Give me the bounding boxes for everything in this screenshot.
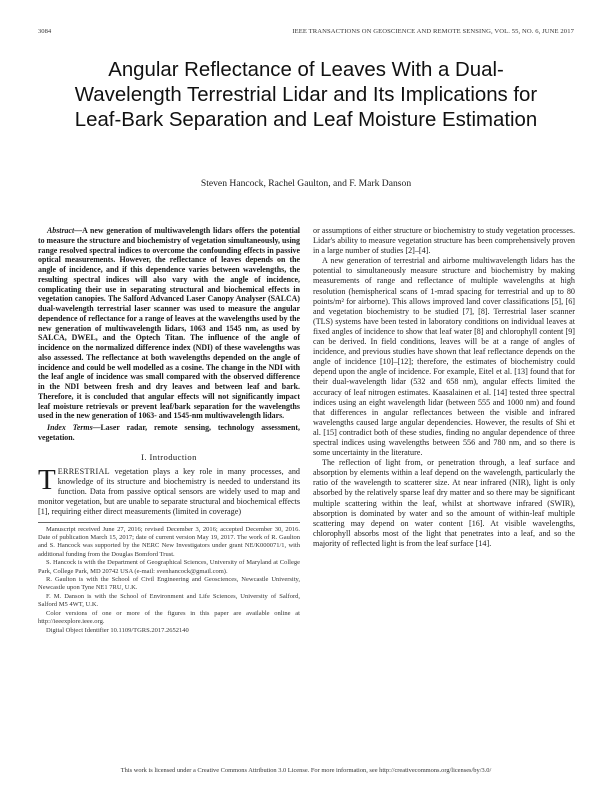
body-paragraph: The reflection of light from, or penetration through, a leaf surface and absorption by elements within a leaf depend on the wavelength, particularly the ratio of the wavelength to scatterer size. At near infrared (NIR), light is only absorbed by the relatively sparse leaf dry matter and so there may be significant multiple scattering within the leaf, whilst at shortwave infrared (SWIR), absorption is dominated by water and so the amount of within-leaf multiple scattering may depend on water content [16]. At visible wavelengths, chlorophyll absorbs most of the light that penetrates into a leaf, and so the majority of reflected light is from the leaf surface [14].	[313, 458, 575, 548]
footnote-author-danson: F. M. Danson is with the School of Environment and Life Sciences, University of Salford, Salford M5 4WT, U.K.	[38, 593, 300, 609]
body-paragraph: A new generation of terrestrial and airborne multiwavelength lidars has the potential to simultaneously measure structure and biochemistry by making measurements of range and reflectance of multiple wavelengths at high resolution (hemispherical scans of 1-mrad spacing for terrestrial and up to 80 points/m² for airborne). This allows improved land cover classifications [5], [6] and vegetation biochemistry to be studied [7], [8]. Terrestrial laser scanner (TLS) systems have been tested in laboratory conditions on individual leaves at fixed angles of incidence to show that leaf water [8] and chlorophyll content [9] can be derived. In field conditions, leaves will be at a range of angles of incidence, and previous studies have shown that leaf reflectance depends on the angle of incidence [10]–[12]; therefore, the estimates of biochemistry could depend upon the angle of incidence. For example, Eitel et al. [13] found that for their dual-wavelength lidar (532 and 658 nm), angular effects limited the accuracy of leaf nitrogen estimates. Kaasalainen et al. [14] tested three spectral indices using an eight wavelength lidar (between 555 and 1000 nm) and found that differences in angular reflectances between the visible and infrared wavelengths caused large angular dependencies. However, the results of Shi et al. [15] contradict both of these studies, finding no angular dependence of three spectral indices using wavelengths between 556 and 780 nm, and so there is some uncertainty in the literature.	[313, 256, 575, 458]
footnote-doi: Digital Object Identifier 10.1109/TGRS.2017.2652140	[46, 627, 189, 634]
abstract-label: Abstract	[47, 226, 75, 235]
footnotes	[38, 522, 300, 635]
page-number: 3084	[38, 28, 52, 35]
paper-title: Angular Reflectance of Leaves With a Dual-Wavelength Terrestrial Lidar and Its Implications for Leaf-Bark Separation and Leaf Moisture Estimation	[74, 59, 538, 131]
intro-first-word: ERRESTRIAL	[57, 466, 110, 476]
intro-text: vegetation plays a key role in many processes, and knowledge of its structure and biochemistry is needed to understand its function. Data from passive optical sensors are widely used to map and monitor vegetation, but are unable to separate structural and biochemical effects [1], requiring either direct measurements (limited in coverage)	[38, 466, 300, 516]
index-terms	[38, 423, 300, 443]
journal-name: IEEE TRANSACTIONS ON GEOSCIENCE AND REMOTE SENSING, VOL. 55, NO. 6, JUNE 2017	[292, 28, 574, 35]
footnote-color-versions: Color versions of one or more of the figures in this paper are available online at http://ieeexplore.ieee.org.	[38, 610, 300, 626]
index-terms-label: Index Terms	[47, 423, 93, 432]
intro-paragraph	[38, 463, 300, 517]
license-notice: This work is licensed under a Creative Commons Attribution 3.0 License. For more information, see http://creativecommons.org/licenses/by/3.0/	[120, 767, 492, 774]
left-column	[38, 226, 300, 636]
drop-cap: T	[38, 463, 56, 496]
author-list: Steven Hancock, Rachel Gaulton, and F. Mark Danson	[200, 178, 412, 189]
section-heading: I. Introduction	[141, 451, 197, 462]
footnote-author-hancock: S. Hancock is with the Department of Geographical Sciences, University of Maryland at College Park, College Park, MD 20742 USA (e-mail: svenhancock@gmail.com).	[38, 559, 300, 575]
abstract-text: —A new generation of multiwavelength lidars offers the potential to measure the structure and biochemistry of vegetation simultaneously, using range resolved spectral indices to overcome the confounding effects in passive optical measurements. However, the reflectance of leaves depends on the angle of incidence, and if this dependence varies between wavelengths, the resulting spectral indices will also vary with the angle of incidence, complicating their use in separating structural and biochemical effects in vegetation canopies. The Salford Advanced Laser Canopy Analyser (SALCA) dual-wavelength terrestrial laser scanner was used to measure the angular dependence of reflectance for a range of leaves at the wavelengths used by the new generation of multiwavelength lidars, 1063 and 1545 nm, as used by SALCA, DWEL, and the Optech Titan. The influence of the angle of incidence on the normalized difference index (NDI) of these wavelengths was also assessed. The reflectance at both wavelengths depended on the angle of incidence and could be well modelled as a cosine. The change in the NDI with the leaf angle of incidence was small compared with the observed difference in the NDI between fresh and dry leaves and between leaf and bark. Therefore, it is concluded that angular effects will not significantly impact leaf moisture retrievals or prevent leaf/bark separation for the wavelengths used in the new generation of 1063- and 1545-nm multiwavelength lidars.	[38, 226, 300, 421]
body-paragraph: or assumptions of either structure or biochemistry to study vegetation processes. Lidar's ability to measure vegetation structure has been comprehensively proven in a large number of studies [2]–[4].	[313, 226, 575, 256]
footnote-author-gaulton: R. Gaulton is with the School of Civil Engineering and Geosciences, Newcastle University, Newcastle upon Tyne NE1 7RU, U.K.	[38, 576, 300, 592]
abstract	[38, 226, 300, 421]
right-column	[313, 226, 575, 549]
footnote-manuscript: Manuscript received June 27, 2016; revised December 3, 2016; accepted December 30, 2016. Date of publication March 15, 2017; date of current version May 19, 2017. The work of R. Gaulton and S. Hancock was supported by the NERC New Investigators under grant NE/K000071/1, with additional funding from the Douglas Bomford Trust.	[38, 526, 300, 558]
index-terms-text: —Laser radar, remote sensing, technology assessment, vegetation.	[38, 423, 300, 442]
